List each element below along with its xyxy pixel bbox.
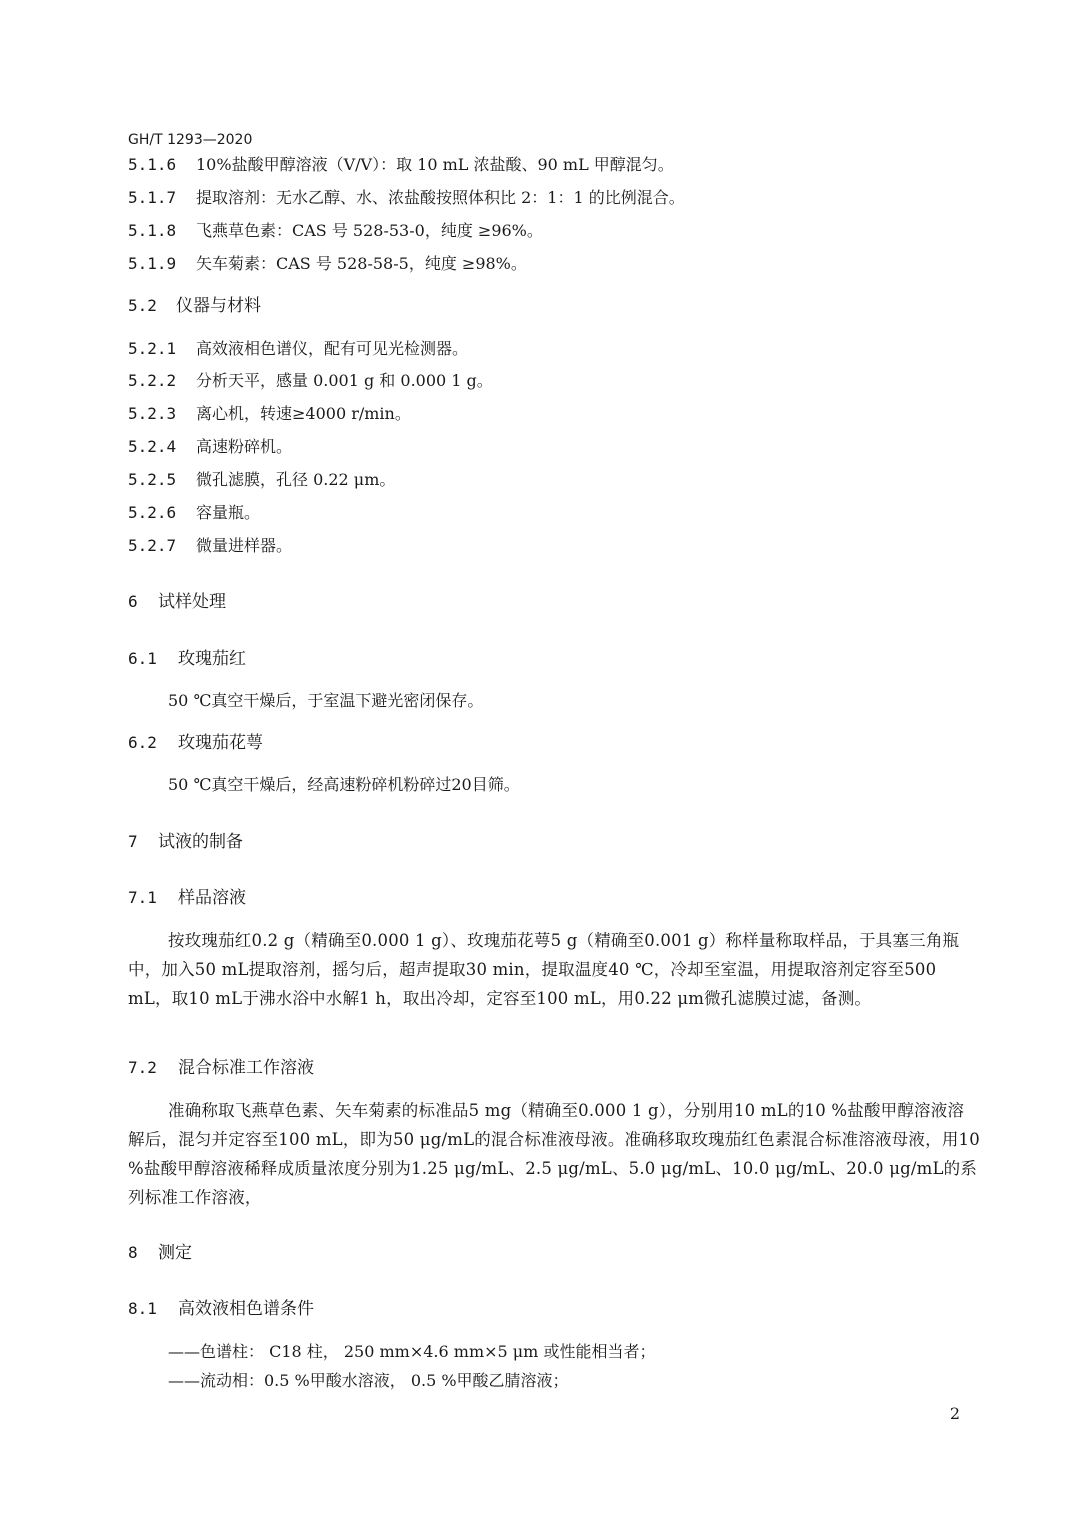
clause-number: 5.2.3 — [128, 404, 177, 423]
chapter-number: 8 — [128, 1243, 138, 1262]
clause-number: 5.1.7 — [128, 188, 177, 207]
section-title: 样品溶液 — [178, 888, 246, 908]
clause-text: 10%盐酸甲醇溶液（V/V）：取 10 mL 浓盐酸、90 mL 甲醇混匀。 — [196, 155, 674, 174]
clause-number: 5.2.6 — [128, 503, 177, 522]
section-number: 6.1 — [128, 649, 157, 668]
clause-text: 飞燕草色素：CAS 号 528-53-0，纯度 ≥96%。 — [196, 221, 543, 240]
clause-number: 5.1.6 — [128, 155, 177, 174]
clause-text: 高速粉碎机。 — [196, 437, 293, 456]
clause-number: 5.2.2 — [128, 371, 177, 390]
chapter-number: 6 — [128, 592, 138, 611]
chapter-title: 试液的制备 — [158, 832, 243, 852]
clause-number: 5.2.7 — [128, 536, 177, 555]
standard-code: GH/T 1293—2020 — [128, 132, 253, 148]
clause-text: 容量瓶。 — [196, 503, 261, 522]
paragraph: 50 ℃真空干燥后，于室温下避光密闭保存。 — [168, 691, 484, 710]
clause-text: 微孔滤膜，孔径 0.22 μm。 — [196, 470, 396, 489]
clause-text: 提取溶剂：无水乙醇、水、浓盐酸按照体积比 2：1：1 的比例混合。 — [196, 188, 685, 207]
clause-text: 分析天平，感量 0.001 g 和 0.000 1 g。 — [196, 371, 493, 390]
list-item: ——色谱柱： C18 柱， 250 mm×4.6 mm×5 μm 或性能相当者； — [168, 1342, 656, 1361]
clause-number: 5.1.9 — [128, 254, 177, 273]
clause-text: 微量进样器。 — [196, 536, 293, 555]
paragraph: 50 ℃真空干燥后，经高速粉碎机粉碎过20目筛。 — [168, 775, 520, 794]
section-title: 混合标准工作溶液 — [178, 1058, 314, 1078]
section-number: 6.2 — [128, 733, 157, 752]
chapter-title: 试样处理 — [158, 592, 226, 612]
page-number: 2 — [949, 1404, 960, 1423]
clause-number: 5.2.4 — [128, 437, 177, 456]
paragraph: 按玫瑰茄红0.2 g（精确至0.000 1 g）、玫瑰茄花萼5 g（精确至0.001 g）称样量称取样品，于具塞三角瓶中，加入50 mL提取溶剂，摇匀后，超声提取30 min，提取温度40 ℃，冷却至室温，用提取溶剂定容至500 mL，取10 mL于沸水浴中水解1 h，取出冷却，定容至100 mL，用0.22 μm微孔滤膜过滤，备测。 — [128, 931, 960, 1008]
clause-number: 5.2.5 — [128, 470, 177, 489]
clause-text: 高效液相色谱仪，配有可见光检测器。 — [196, 339, 469, 358]
section-title: 玫瑰茄花萼 — [178, 733, 263, 753]
section-title: 玫瑰茄红 — [178, 649, 246, 669]
clause-text: 矢车菊素：CAS 号 528-58-5，纯度 ≥98%。 — [196, 254, 527, 273]
paragraph: 准确称取飞燕草色素、矢车菊素的标准品5 mg（精确至0.000 1 g），分别用10 mL的10 %盐酸甲醇溶液溶解后，混匀并定容至100 mL，即为50 μg/mL的混合标准液母液。准确移取玫瑰茄红色素混合标准溶液母液，用10 %盐酸甲醇溶液稀释成质量浓度分别为1.25 μg/mL、2.5 μg/mL、5.0 μg/mL、10.0 μg/mL、20.0 μg/mL的系列标准工作溶液， — [128, 1101, 980, 1207]
section-title: 高效液相色谱条件 — [178, 1299, 314, 1319]
chapter-number: 7 — [128, 832, 138, 851]
section-title: 仪器与材料 — [176, 296, 261, 316]
section-number: 7.2 — [128, 1058, 157, 1077]
section-number: 8.1 — [128, 1299, 157, 1318]
clause-number: 5.2.1 — [128, 339, 177, 358]
clause-number: 5.1.8 — [128, 221, 177, 240]
clause-text: 离心机，转速≥4000 r/min。 — [196, 404, 411, 423]
section-number: 7.1 — [128, 888, 157, 907]
chapter-title: 测定 — [158, 1243, 192, 1263]
list-item: ——流动相：0.5 %甲酸水溶液， 0.5 %甲酸乙腈溶液； — [168, 1371, 569, 1390]
section-number: 5.2 — [128, 296, 157, 315]
